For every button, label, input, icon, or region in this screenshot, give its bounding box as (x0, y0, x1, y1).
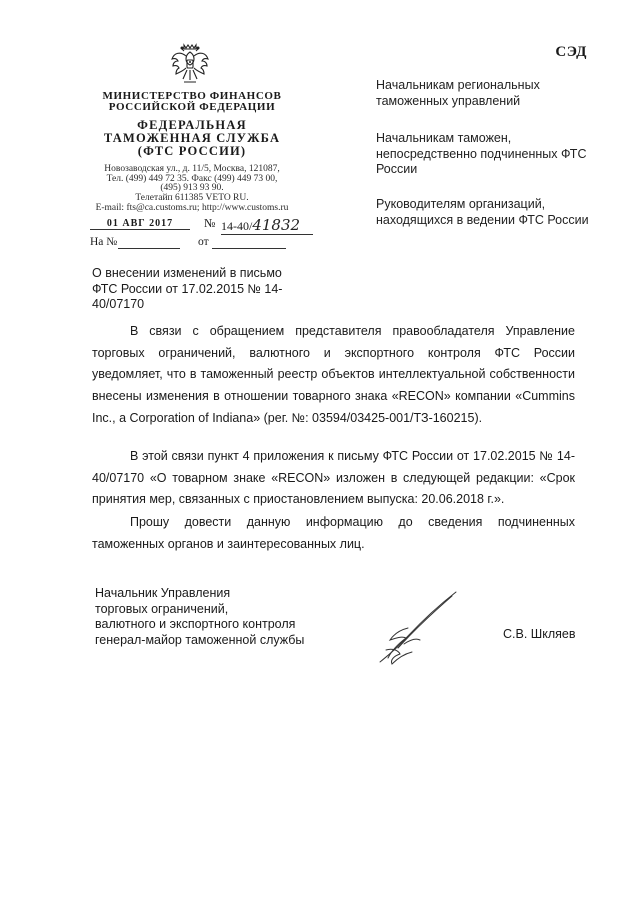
body-paragraph: В этой связи пункт 4 приложения к письму ФТС России от 17.02.2015 № 14-40/07170 «О товарном знаке «RECON» изложен в следующей редакции: «Срок принятия мер, связанных с приостановлением выпуска: 20.06.2018 г.». (92, 449, 575, 507)
handwritten-signature (368, 588, 463, 668)
sender-address (72, 165, 312, 214)
signatory-name: С.В. Шкляев (503, 627, 576, 641)
letter-subject: О внесении изменений в письмо ФТС России от 17.02.2015 № 14-40/07170 (92, 266, 283, 311)
registration-number-label: № (204, 216, 216, 230)
reply-date-label: от (198, 236, 209, 248)
service-name (72, 119, 312, 158)
coat-of-arms-icon (170, 42, 210, 86)
recipient-block: Начальникам региональных таможенных управлений (376, 78, 540, 108)
signatory-position (95, 586, 335, 648)
ministry-line: МИНИСТЕРСТВО ФИНАНСОВ (102, 90, 282, 102)
registration-number-handwritten: 41832 (252, 216, 301, 234)
registration-number-printed: 14-40/ (221, 219, 253, 233)
address-line: Новозаводская ул., д. 11/5, Москва, 121087, (104, 164, 280, 174)
ministry-name (72, 91, 312, 113)
service-line: (ФТС РОССИИ) (137, 144, 247, 158)
reply-date-blank (212, 248, 286, 249)
body-paragraph: Прошу довести данную информацию до сведения подчиненных таможенных органов и заинтересованных лиц. (92, 515, 575, 551)
registration-date: 01 АВГ 2017 (90, 218, 190, 230)
address-line: E-mail: fts@ca.customs.ru; http://www.customs.ru (95, 202, 289, 213)
reply-number-label: На № (90, 236, 118, 248)
registration-number (221, 216, 313, 235)
service-line: ФЕДЕРАЛЬНАЯ (137, 118, 247, 132)
reply-reference-line (90, 236, 330, 252)
ministry-line: РОССИЙСКОЙ ФЕДЕРАЦИИ (108, 101, 276, 113)
body-paragraph: В связи с обращением представителя правообладателя Управление торговых ограничений, валютного и экспортного контроля ФТС России уведомляет, что в таможенный реестр объектов интеллектуальной собственности внесены изменения в отношении товарного знака «RECON» компании «Cummins Inc., a Corporation of Indiana» (рег. №: 03594/03425-001/ТЗ-160215). (92, 324, 575, 425)
reply-number-blank (118, 248, 180, 249)
recipient-block: Начальникам таможен, непосредственно подчиненных ФТС России (376, 131, 587, 176)
position-line: торговых ограничений, (95, 601, 229, 616)
service-line: ТАМОЖЕННАЯ СЛУЖБА (103, 131, 281, 145)
position-line: генерал-майор таможенной службы (95, 632, 305, 647)
position-line: Начальник Управления (95, 586, 231, 600)
address-line: Телетайп 611385 VETO RU. (135, 193, 249, 204)
recipient-block: Руководителям организаций, находящихся в ведении ФТС России (376, 197, 589, 227)
position-line: валютного и экспортного контроля (95, 617, 296, 632)
address-line: (495) 913 93 90. (160, 183, 224, 194)
address-line: Тел. (499) 449 72 35. Факс (499) 449 73 00, (106, 173, 278, 184)
sed-stamp: СЭД (555, 44, 587, 60)
registration-line (90, 214, 320, 232)
